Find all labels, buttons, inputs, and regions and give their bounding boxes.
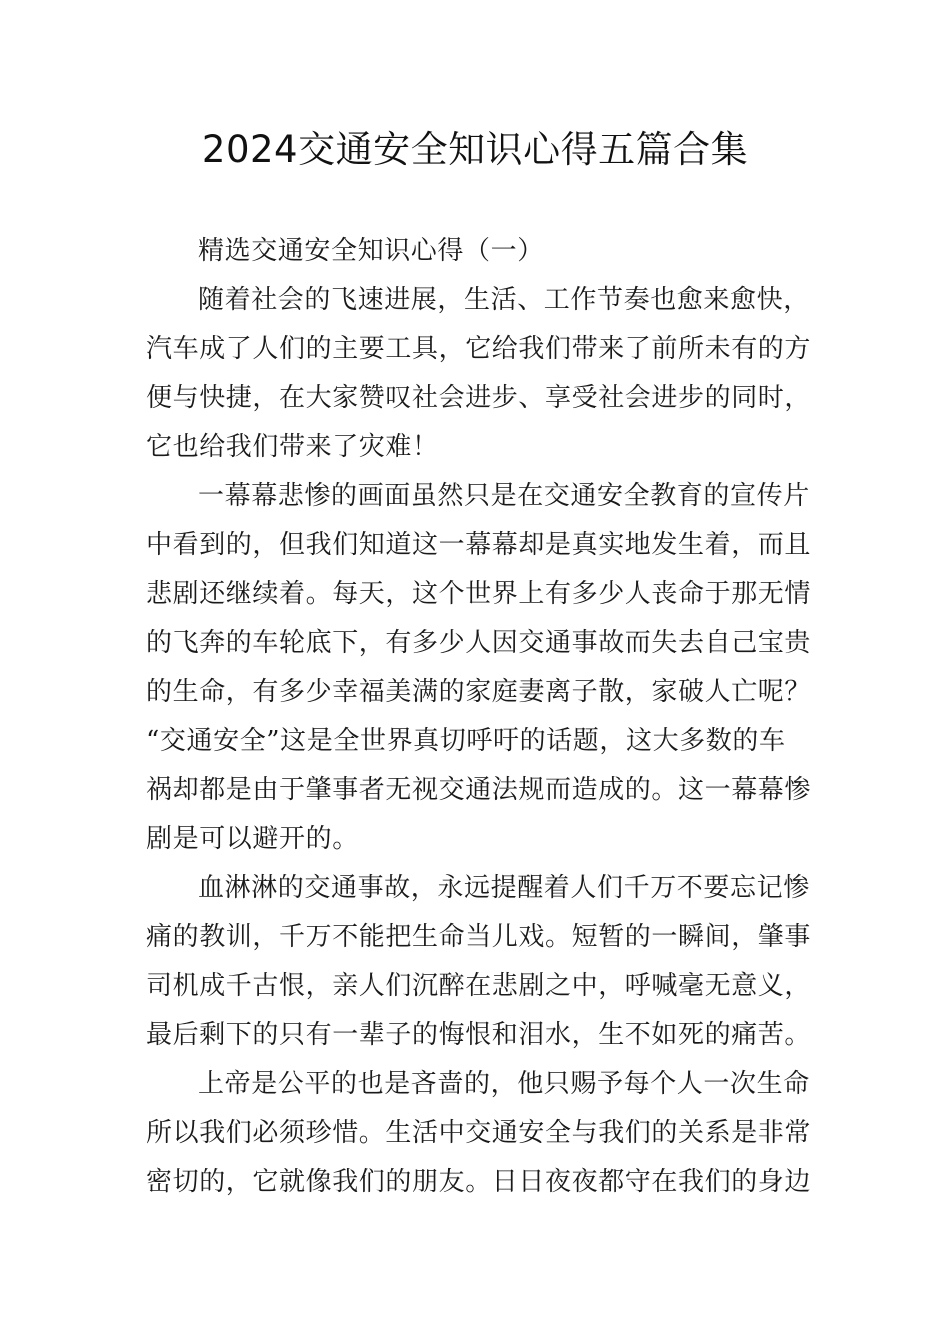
text-line: 的生命，有多少幸福美满的家庭妻离子散，家破人亡呢？ (146, 677, 812, 707)
text-line: 随着社会的飞速进展，生活、工作节奏也愈来愈快， (198, 285, 810, 315)
text-line: 所以我们必须珍惜。生活中交通安全与我们的关系是非常 (146, 1118, 812, 1148)
text-line: 精选交通安全知识心得（一） (198, 236, 544, 266)
text-line: 它也给我们带来了灾难！ (146, 432, 439, 462)
text-line: 司机成千古恨，亲人们沉醉在悲剧之中，呼喊毫无意义， (146, 971, 812, 1001)
text-line: 最后剩下的只有一辈子的悔恨和泪水，生不如死的痛苦。 (146, 1020, 812, 1050)
text-line: 上帝是公平的也是吝啬的，他只赐予每个人一次生命 (198, 1069, 810, 1099)
text-line: 密切的，它就像我们的朋友。日日夜夜都守在我们的身边 (146, 1167, 812, 1197)
text-line: 一幕幕悲惨的画面虽然只是在交通安全教育的宣传片 (198, 481, 810, 511)
text-line: 便与快捷，在大家赞叹社会进步、享受社会进步的同时， (146, 383, 812, 413)
text-line: 悲剧还继续着。每天，这个世界上有多少人丧命于那无情 (146, 579, 812, 609)
document-body (146, 227, 810, 1207)
text-line: 汽车成了人们的主要工具，它给我们带来了前所未有的方 (146, 334, 812, 364)
text-line: “交通安全”这是全世界真切呼吁的话题，这大多数的车 (146, 726, 786, 756)
text-line: 祸却都是由于肇事者无视交通法规而造成的。这一幕幕惨 (146, 775, 812, 805)
text-line: 血淋淋的交通事故，永远提醒着人们千万不要忘记惨 (198, 873, 810, 903)
text-line: 中看到的，但我们知道这一幕幕却是真实地发生着，而且 (146, 530, 812, 560)
text-line: 剧是可以避开的。 (146, 824, 359, 854)
text-line: 的飞奔的车轮底下，有多少人因交通事故而失去自己宝贵 (146, 628, 812, 658)
document-title: 2024交通安全知识心得五篇合集 (201, 128, 749, 171)
text-line: 痛的教训，千万不能把生命当儿戏。短暂的一瞬间，肇事 (146, 922, 812, 952)
